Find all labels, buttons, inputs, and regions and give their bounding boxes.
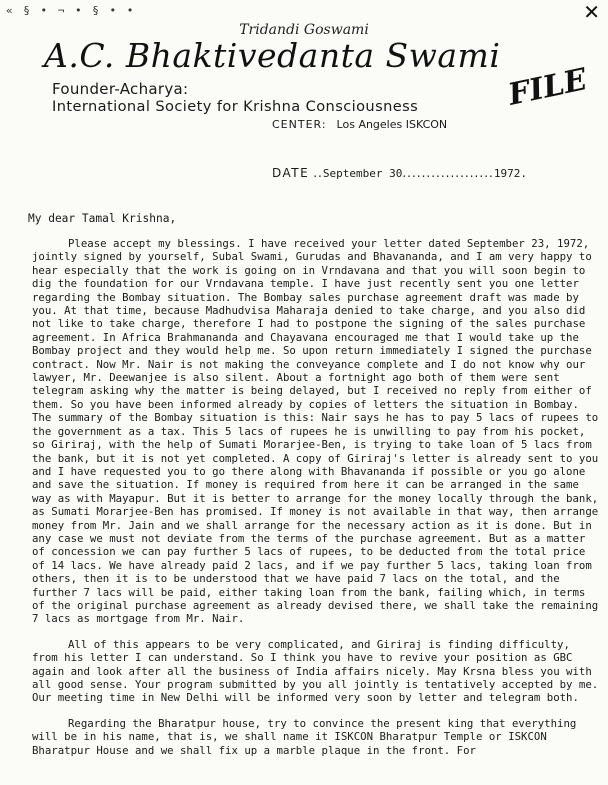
paragraph: Please accept my blessings. I have received your letter dated September 23, 1972, jointly signed by yourself, Subal Swami, Gurudas and Bhavananda, and I am very happy to hear especially that the work is going on in Vrndavana and that you will soon begin to dig the foundation for our Vrndavana temple. I have just recently sent you one letter regarding the Bombay situation. The Bombay sales purchase agreement draft was made by you. At that time, because Madhudvisa Maharaja denied to take charge, and you also did not like to take charge, therefore I had to postpone the signing of the sales purchase agreement. In Africa Brahmananda and Chayavana encouraged me that I would take up the Bombay project and they would help me. So upon return immediately I signed the purchase contract. Now Mr. Nair is not making the conveyance complete and I do not know why our lawyer, Mr. Deewanjee is also silent. About a fortnight ago both of them were sent telegram asking why the matter is being delayed, but I received no reply from either of them. So you have been informed already by copies of letters the situation in Bombay. The summary of the Bombay situation is this: Nair says he has to pay 5 lacs of rupees to the government as a tax. This 5 lacs of rupees he is unwilling to pay from his pocket, so Giriraj, with the help of Sumati Morarjee-Ben, is trying to take loan of 5 lacs from the bank, but it is not yet completed. A copy of Giriraj's letter is already sent to you and I have requested you to go there along with Bhavananda if possible or you go alone and save the situation. If money is required from here it can be arranged in the same way as with Mayapur. But it is better to arrange for the money locally through the bank, as Sumati Morarjee-Ben has promised. If money is not available in that way, then arrange money from Mr. Jain and we shall arrange for the necessary action as it is done. But in any case we must not deviate from the terms of the purchase agreement. But as a matter of concession we can pay further 5 lacs of rupees, to be deducted from the total price of 14 lacs. We have already paid 2 lacs, and if we pay further 5 lacs, taking loan from others, then it is to be understood that we have paid 7 lacs on the total, and the further 7 lacs will be paid, either taking loan from the bank, failing which, in terms of the original purchase agreement as already devised there, we shall take the remaining 7 lacs as mortgage from Mr. Nair. bbox=[32, 237, 599, 626]
paragraph: All of this appears to be very complicated, and Giriraj is finding difficulty, from his letter I can understand. So I think you have to revive your position as GBC again and look after all the business of India affairs nicely. May Krsna bless you with all good sense. Your program submitted by you all jointly is tentatively accepted by me. Our meeting time in New Delhi will be informed very soon by letter and telegram both. bbox=[32, 637, 599, 705]
paragraph: Regarding the Bharatpur house, try to convince the present king that everything will be in his name, that is, we shall name it ISKCON Bharatpur Temple or ISKCON Bharatpur House and we shall fix up a marble plaque in the front. For bbox=[32, 716, 577, 757]
date-value: September 30 bbox=[322, 167, 403, 180]
close-icon[interactable]: ✕ bbox=[583, 0, 600, 24]
letterhead-society: International Society for Krishna Consciousness bbox=[52, 98, 419, 115]
salutation: My dear Tamal Krishna, bbox=[28, 212, 177, 225]
letter-body bbox=[32, 237, 602, 769]
letterhead-tridandi: Tridandi Goswami bbox=[239, 22, 369, 38]
letter-date: DATE ..September 30...................1972. bbox=[272, 166, 527, 180]
center-label: CENTER: bbox=[272, 118, 327, 131]
date-dots: ................... bbox=[402, 166, 494, 180]
date-label: DATE bbox=[272, 166, 310, 180]
letterhead-center bbox=[272, 118, 447, 131]
file-stamp: FILE bbox=[505, 62, 591, 113]
letterhead-founder: Founder-Acharya: bbox=[52, 80, 189, 98]
date-year: 1972. bbox=[493, 167, 527, 180]
center-value: Los Angeles ISKCON bbox=[336, 118, 448, 131]
corner-marks: « § • ¬ • § • • bbox=[6, 4, 136, 17]
letterhead-name: A.C. Bhaktivedanta Swami bbox=[44, 36, 501, 75]
